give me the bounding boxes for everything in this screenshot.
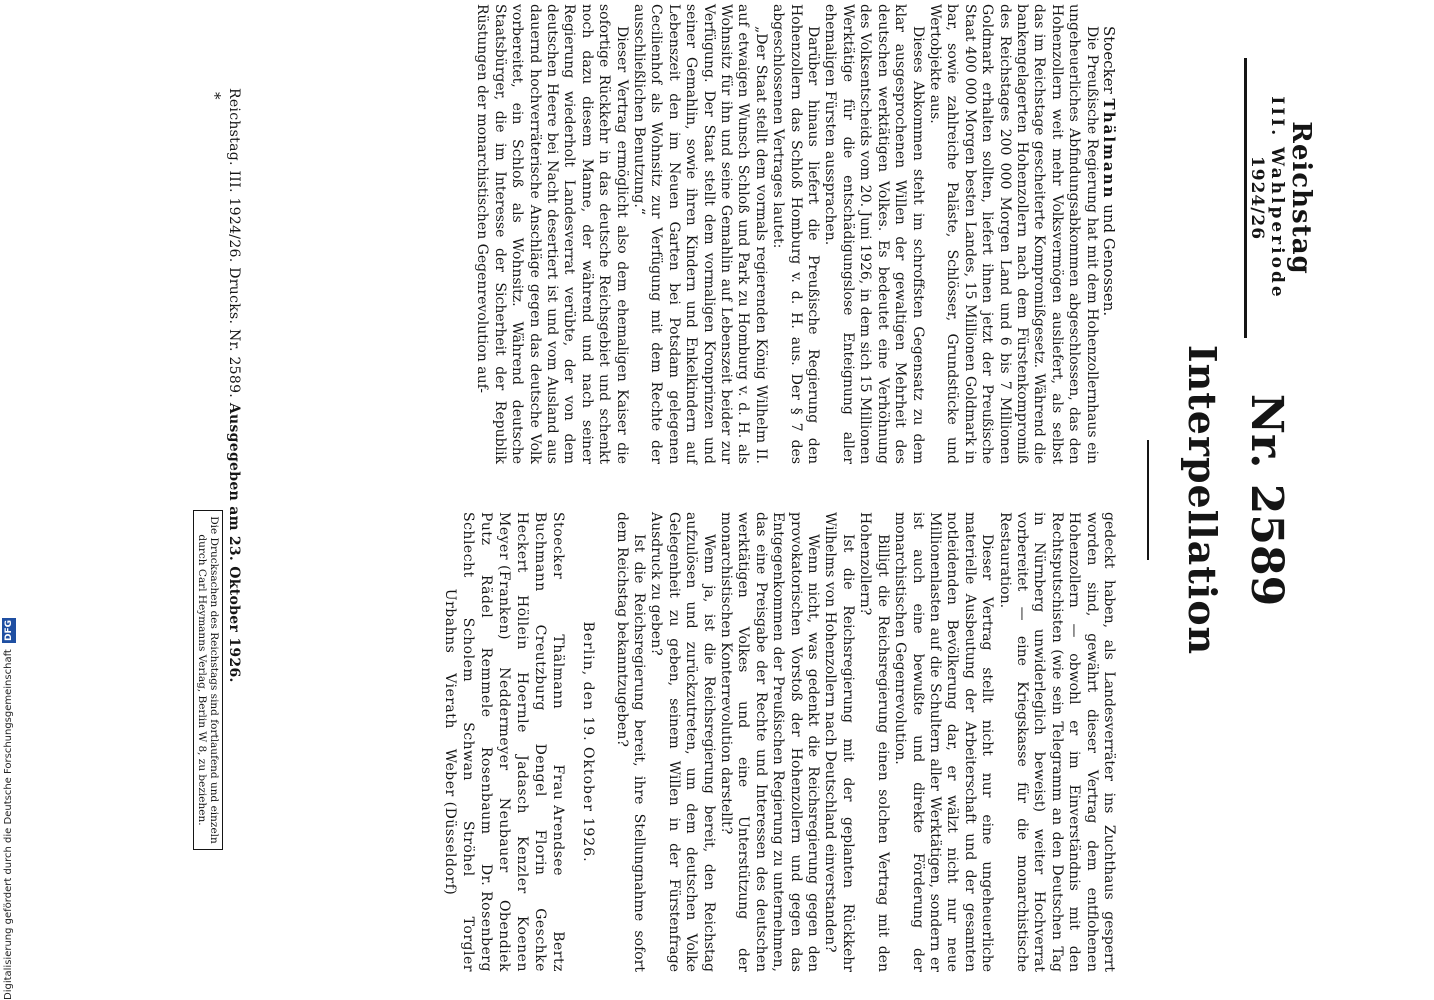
parliament-header — [1247, 48, 1315, 348]
signatory: Florin — [531, 829, 548, 876]
title-rule — [1147, 440, 1149, 560]
question-paragraph: Ist die Reichsregierung mit der geplanten Rückkehr Wilhelms von Hohenzollern nach Deutschland einverstanden? — [822, 512, 856, 972]
submitter-name: Thälmann — [1100, 98, 1118, 200]
signatory: Thälmann — [549, 634, 566, 710]
signatory: Obendiek — [495, 900, 512, 972]
parliament-name: Reichstag — [1286, 121, 1316, 275]
signatory: Dengel — [531, 743, 548, 797]
signatory: Schlecht — [459, 512, 476, 578]
header-rule — [1244, 58, 1247, 338]
body-paragraph: Die Preußische Regierung hat mit dem Hohenzollernhaus ein ungeheuerliches Abfindungsabkommen abgeschlossen, das den Hohenzollern weit mehr Volksvermögen ausliefert, als selbst das im Reichstage gescheiterte Kompromißgesetz. Während die bankengelagerten Hohenzollern nach dem Fürstenkompromiß des Reichstages 200 000 Morgen Land und 6 bis 7 Millionen Goldmark erhalten sollten, liefert ihnen jetzt der Preußische Staat 400 000 Morgen besten Landes, 15 Millionen Goldmark in bar, sowie zahlreiche Paläste, Schlösser, Grundstücke und Wertobjekte aus. — [926, 4, 1100, 464]
signatory: Neddermeyer — [495, 667, 512, 771]
date-line: Berlin, den 19. Oktober 1926. — [580, 621, 597, 863]
signatory: Jadasch — [513, 755, 530, 814]
signature-row — [441, 512, 459, 972]
quoted-paragraph: „Der Staat stellt dem vormals regierenden König Wilhelm II. auf etwaigen Wunsch Schloß und Park zu Homburg v. d. H. als Wohnsitz für ihn und seine Gemahlin auf Lebenszeit beider zur Verfügung. Der Staat stellt dem vormaligen Kronprinzen und seiner Gemahlin, sowie ihren Kindern und Enkelkindern auf Lebenszeit den im Neuen Garten bei Potsdam gelegenen Cecilienhof als Wohnsitz zur Verfügung mit dem Rechte der ausschließlichen Benutzung.“ — [631, 4, 769, 464]
signatory: Koenen — [513, 915, 530, 972]
signatory: Geschke — [531, 908, 548, 972]
signatory: Neubauer — [495, 797, 512, 873]
footer-asterisk: * — [206, 92, 224, 100]
right-column — [441, 512, 1117, 972]
signatory: Buchmann — [531, 512, 548, 592]
signature-block — [441, 512, 567, 972]
body-paragraph: Darüber hinaus liefert die Preußische Regierung den Hohenzollern das Schloß Homburg v. d. H. aus. Der § 7 des abgeschlossenen Vertrages lautet: — [770, 4, 822, 464]
publisher-notice-line: durch Carl Heymanns Verlag, Berlin W 8, zu beziehen. — [196, 534, 208, 826]
question-paragraph: Ist die Reichsregierung bereit, ihre Stellungnahme sofort dem Reichstag bekanntzugeben? — [613, 512, 648, 972]
document-page — [117, 0, 1317, 1000]
signature-row — [531, 512, 549, 972]
signature-row — [513, 512, 531, 972]
signatory: Schwan — [459, 722, 476, 781]
question-paragraph: Billigt die Reichsregierung einen solchen Vertrag mit den Hohenzollern? — [857, 512, 891, 972]
submitter-prefix: Stoecker — [1100, 26, 1118, 94]
signatory: Creutzburg — [531, 624, 548, 711]
footer-line — [226, 88, 242, 928]
signatory: Hoernle — [513, 672, 530, 733]
signatory: Kenzler — [513, 836, 530, 894]
signatory: Frau Arendsee — [549, 764, 566, 876]
signatory: Meyer (Franken) — [495, 512, 512, 640]
body-paragraph: Dieser Vertrag ermöglicht also dem ehemaligen Kaiser die sofortige Rückkehr in das deutsche Reichsgebiet und schenkt noch dazu diesem Manne, der während und nach seiner Regierung wiederholt Landesverrat verübte, der von dem deutschen Heere bei Nacht desertiert ist und vom Ausland aus dauernd hochverräterische Anschläge gegen das deutsche Volk vorbereitet, ein Schloß als Wohnsitz. Während deutsche Staatsbürger, die im Interesse der Sicherheit der Republik Rüstungen der monarchistischen Gegenrevolution auf- — [474, 4, 630, 464]
body-paragraph: Dieser Vertrag stellt nicht nur eine ungeheuerliche materielle Ausbeutung der Arbeiterschaft und der gesamten notleidenden Bevölkerung dar, er wälzt nicht nur neue Millionenlasten auf die Schultern aller Werktätigen, sondern er ist auch eine bewußte und direkte Förderung der monarchistischen Gegenrevolution. — [892, 512, 996, 972]
session-label: III. Wahlperiode — [1267, 96, 1287, 300]
document-type-title: Interpellation — [1180, 344, 1225, 656]
session-years: 1924/26 — [1247, 155, 1267, 241]
signature-row — [459, 512, 477, 972]
question-paragraph: Wenn ja, ist die Reichsregierung bereit, den Reichstag aufzulösen und zurückzutreten, um dem deutschen Volke Gelegenheit zu geben, seinem Willen in der Fürstenfrage Ausdruck zu geben? — [648, 512, 717, 972]
signature-row — [549, 512, 567, 972]
digitization-credit — [2, 600, 16, 1000]
dfg-logo: DFG — [4, 619, 14, 641]
signatory: Urbahns — [441, 588, 458, 654]
submitter-line — [1100, 4, 1117, 464]
signatory: Rosenbaum — [477, 746, 494, 835]
footer-reference: Reichstag. III. 1924/26. Drucks. Nr. 2589. — [226, 88, 242, 399]
signatory: Scholem — [459, 617, 476, 683]
signatory: Dr. Rosenberg — [477, 863, 494, 972]
submitter-suffix: und Genossen. — [1100, 204, 1118, 317]
signatory: Putz — [477, 512, 494, 546]
signatory: Höllein — [513, 595, 530, 650]
signature-row — [477, 512, 495, 972]
signatory: Remmele — [477, 647, 494, 718]
left-column — [473, 4, 1117, 464]
signatory: Stoecker — [549, 512, 566, 580]
body-paragraph: Dieses Abkommen steht im schroffsten Gegensatz zu dem klar ausgesprochenen Willen der gewaltigen Mehrheit des deutschen werktätigen Volkes. Es bedeutet eine Verhöhnung des Volksentscheids vom 20. Juni 1926, in dem sich 15 Millionen Werktätige für die entschädigungslose Enteignung aller ehemaligen Fürsten aussprachen. — [822, 4, 926, 464]
footer-issue-date: Ausgegeben am 23. Oktober 1926. — [226, 402, 242, 683]
publisher-notice-line: Die Drucksachen des Reichstags sind fortlaufend und einzeln — [208, 516, 220, 844]
signatory: Rädel — [477, 574, 494, 619]
question-paragraph: Wenn nicht, was gedenkt die Reichsregierung gegen den provokatorischen Vorstoß der Hohenzollern und gegen das Entgegenkommen der Preußischen Regierung zu unternehmen, das eine Preisgabe der Rechte und Interessen des deutschen werktätigen Volkes und eine Unterstützung der monarchistischen Konterrevolution darstellt? — [718, 512, 822, 972]
body-paragraph: gedeckt haben, als Landesverräter ins Zuchthaus gesperrt worden sind, gewährt dieser Vertrag dem entflohenen Hohenzollern — obwohl er im Einverständnis mit den Rechtsputschisten (wie sein Telegramm an den Deutschen Tag in Nürnberg unwiderleglich beweist) weiter Hochverrat vorbereitet — eine Kriegskasse für die monarchistische Restauration. — [996, 512, 1117, 972]
signatory: Ströhel — [459, 821, 476, 877]
signatory: Weber (Düsseldorf) — [441, 748, 458, 896]
credit-text: Digitalisierung gefördert durch die Deutsche Forschungsgemeinschaft — [3, 649, 14, 1000]
publisher-notice-box — [193, 510, 223, 850]
signature-row — [495, 512, 513, 972]
document-number: Nr. 2589 — [1241, 393, 1292, 607]
signatory: Heckert — [513, 512, 530, 573]
signatory: Torgler — [459, 916, 476, 972]
signatory: Vierath — [441, 673, 458, 729]
signatory: Bertz — [549, 931, 566, 972]
